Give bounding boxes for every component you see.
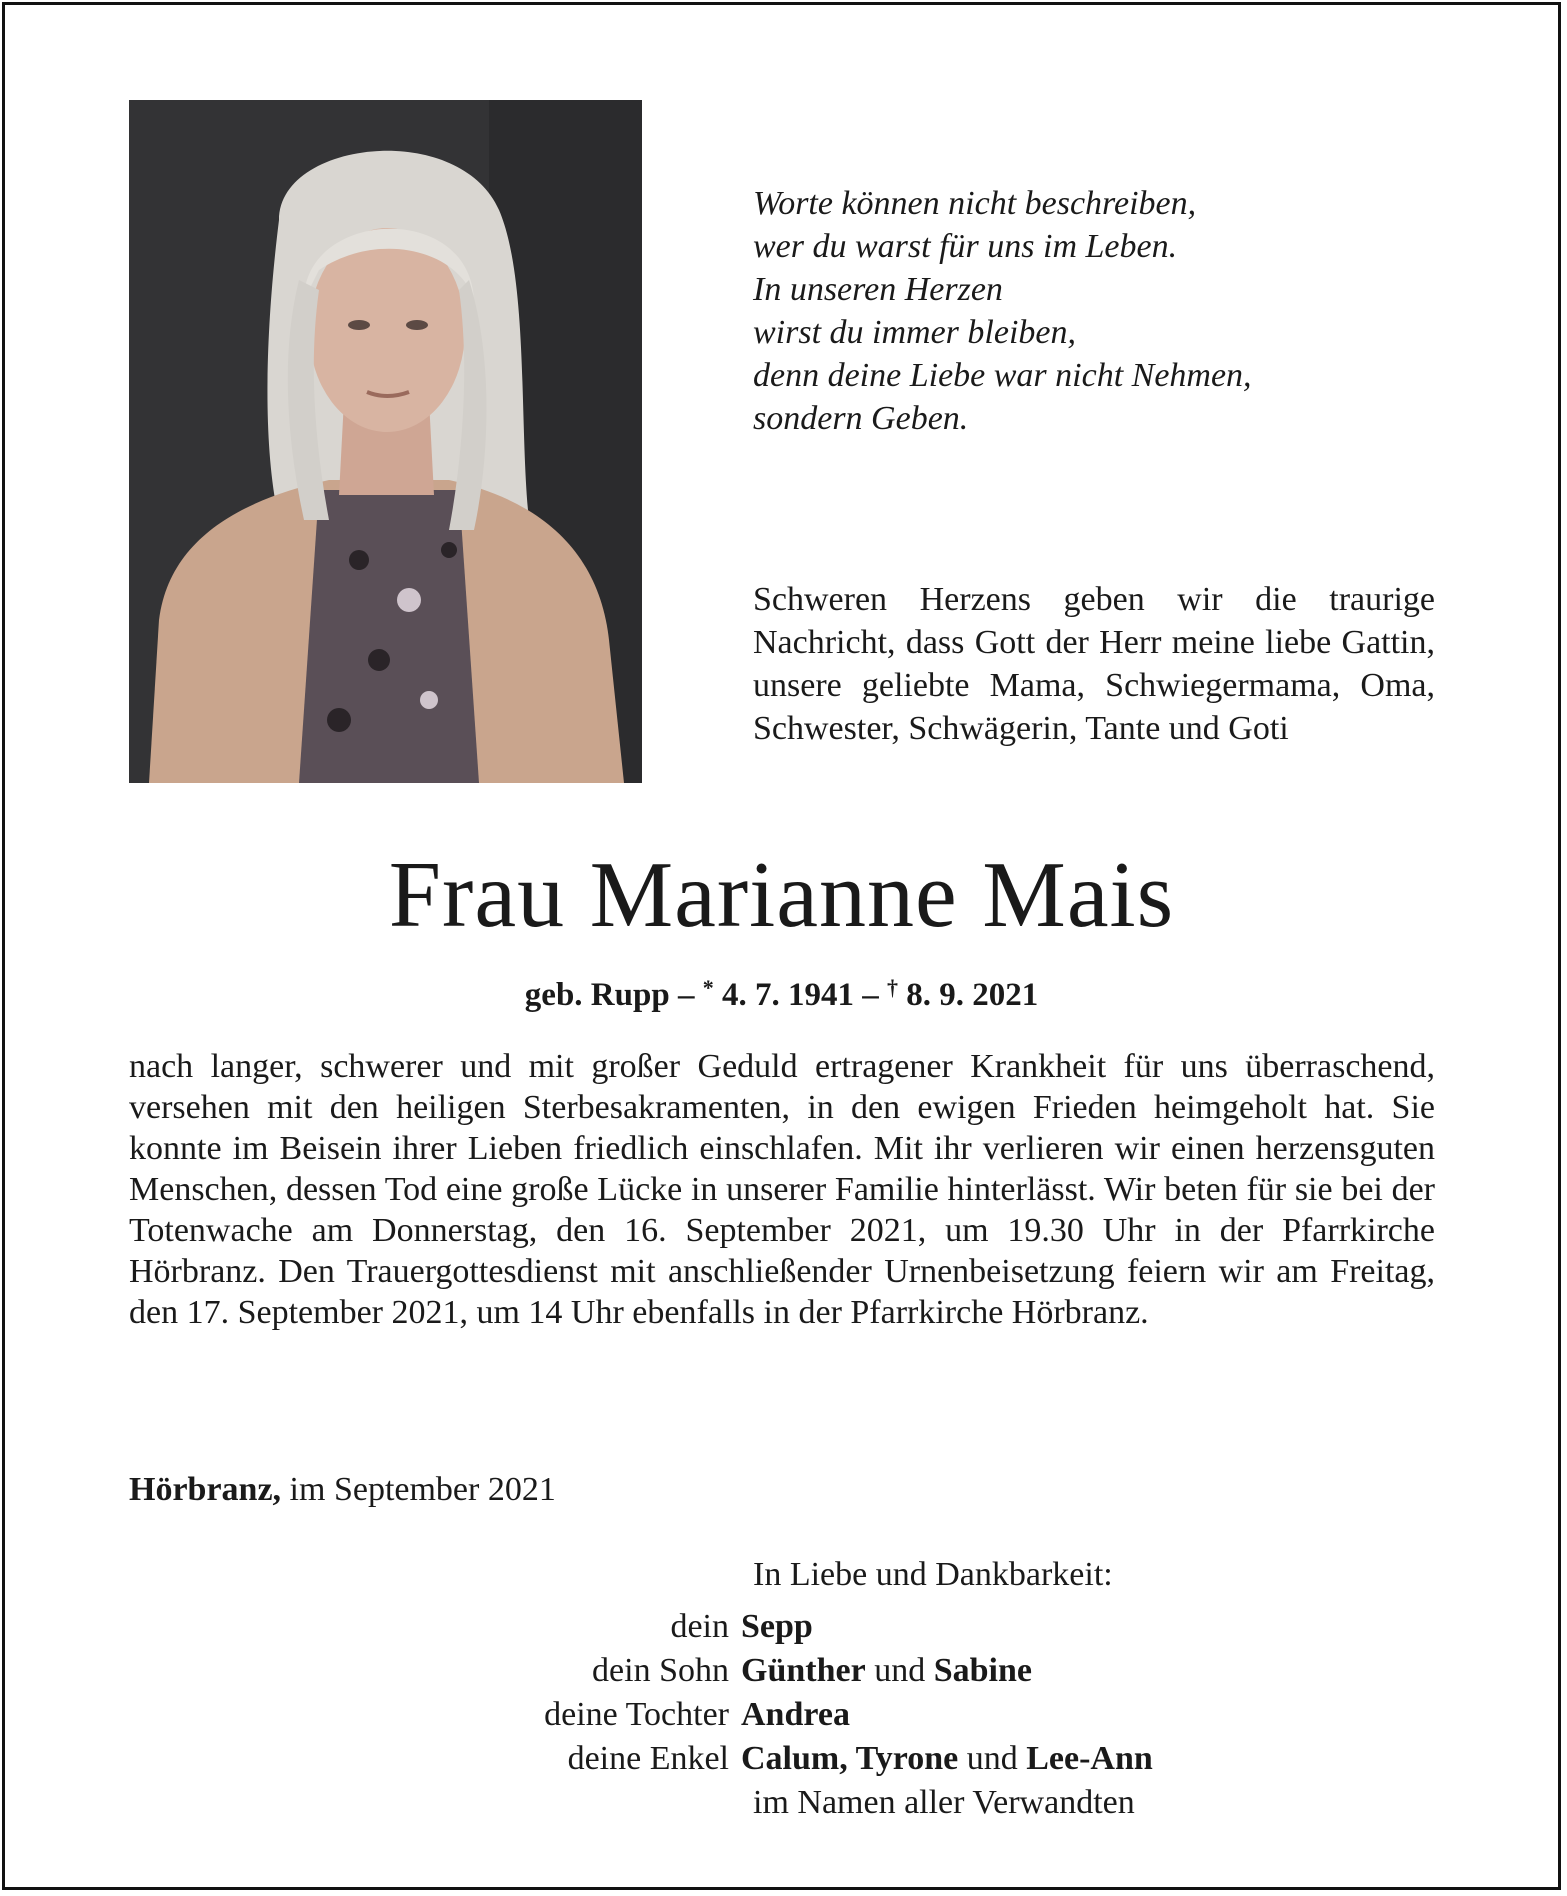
lifespan-line <box>0 966 1563 1017</box>
separator: – <box>853 977 887 1013</box>
mourner-row <box>129 1649 1435 1693</box>
mourner-role: deine Tochter <box>544 1696 729 1733</box>
birth-name: geb. Rupp <box>524 977 670 1013</box>
announcement-body: nach langer, schwerer und mit großer Geduld ertragener Krankheit für uns überraschend, versehen mit den heiligen Sterbesakramenten, in den ewigen Frieden heimgeholt hat. Sie konnte im Beisein ihrer Lieben friedlich einschlafen. Mit ihr verlieren wir einen herzensguten Menschen, dessen Tod eine große Lücke in unserer Familie hinterlässt. Wir beten für sie bei der Totenwache am Donnerstag, den 16. September 2021, um 19.30 Uhr in der Pfarrkirche Hörbranz. Den Trauergottesdienst mit anschließender Urnenbeisetzung feiern wir am Freitag, den 17. September 2021, um 14 Uhr ebenfalls in der Pfarrkirche Hörbranz. <box>129 1048 1435 1331</box>
memorial-poem <box>753 182 1453 440</box>
mourner-row <box>129 1737 1435 1781</box>
closing-greeting: In Liebe und Dankbarkeit: <box>753 1556 1113 1593</box>
mourner-name: Sabine <box>933 1652 1032 1689</box>
intro-paragraph: Schweren Herzens geben wir die traurige Nachricht, dass Gott der Herr meine liebe Gattin, unsere geliebte Mama, Schwiegermama, Oma, Schwester, Schwägerin, Tante und Goti <box>753 581 1435 747</box>
mourner-joiner: und <box>865 1652 934 1689</box>
mourner-names <box>741 1693 850 1737</box>
place-date-line <box>129 1468 556 1512</box>
mourner-names <box>741 1605 813 1649</box>
deceased-name: Frau Marianne Mais <box>388 843 1175 947</box>
poem-line: sondern Geben. <box>753 400 969 437</box>
mourner-role: dein <box>670 1608 729 1645</box>
place-date: im September 2021 <box>281 1471 556 1508</box>
mourner-name: Sepp <box>741 1608 813 1645</box>
poem-line: denn deine Liebe war nicht Nehmen, <box>753 357 1252 394</box>
poem-line: In unseren Herzen <box>753 271 1003 308</box>
poem-line: wirst du immer bleiben, <box>753 314 1076 351</box>
death-symbol: † <box>886 975 898 1000</box>
mourners-list <box>129 1605 1435 1781</box>
place-town: Hörbranz, <box>129 1471 282 1508</box>
mourner-joiner: und <box>958 1740 1027 1777</box>
mourner-role: deine Enkel <box>567 1740 729 1777</box>
mourner-names <box>741 1649 1032 1693</box>
mourner-row <box>129 1605 1435 1649</box>
birth-symbol: * <box>702 975 714 1000</box>
portrait-photo <box>129 100 642 783</box>
mourner-row <box>129 1693 1435 1737</box>
birth-date: 4. 7. 1941 <box>713 977 854 1013</box>
poem-line: wer du warst für uns im Leben. <box>753 228 1178 265</box>
death-date: 8. 9. 2021 <box>897 977 1039 1013</box>
portrait-photo-icon <box>129 100 642 783</box>
mourner-name: Andrea <box>741 1696 850 1733</box>
poem-line: Worte können nicht beschreiben, <box>753 185 1197 222</box>
mourner-names <box>741 1737 1153 1781</box>
mourner-name: Calum, Tyrone <box>741 1740 959 1777</box>
mourner-name: Günther <box>741 1652 866 1689</box>
mourner-name: Lee-Ann <box>1026 1740 1153 1777</box>
separator: – <box>669 977 703 1013</box>
closing-footer: im Namen aller Verwandten <box>753 1784 1135 1821</box>
mourner-role: dein Sohn <box>592 1652 729 1689</box>
